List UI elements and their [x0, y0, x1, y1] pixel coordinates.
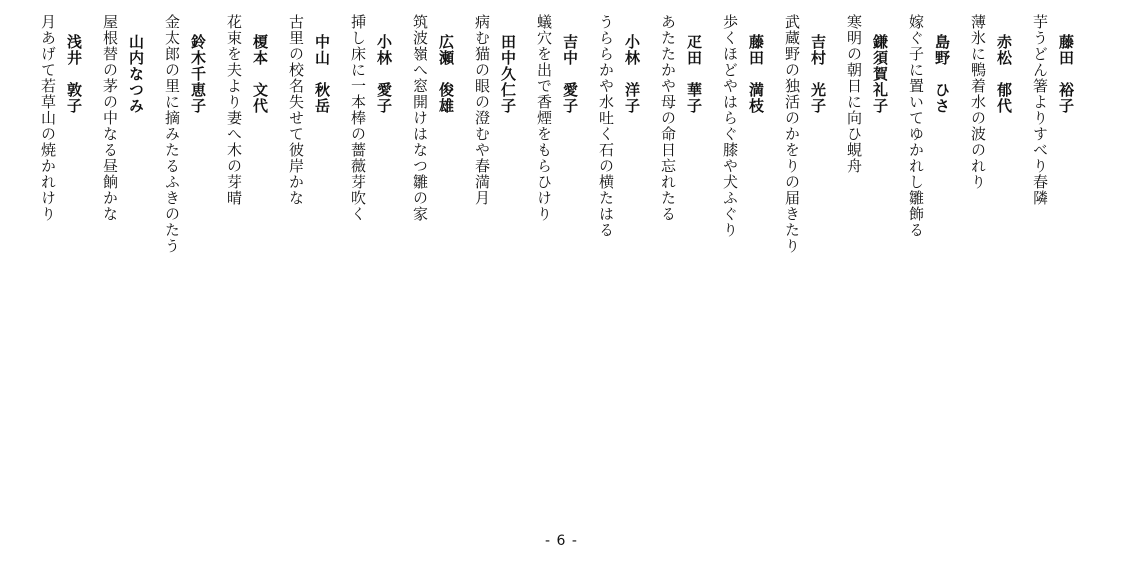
- haiku-author: 田中久仁子: [499, 34, 517, 114]
- haiku-poem: 武蔵野の独活のかをりの届きたり: [783, 14, 801, 254]
- haiku-poem: 嫁ぐ子に置いてゆかれし雛飾る: [907, 14, 925, 238]
- haiku-poem: 挿し床に一本棒の薔薇芽吹く: [349, 14, 367, 222]
- haiku-entry: [89, 14, 151, 314]
- haiku-poem: うららかや水吐く石の横たはる: [597, 14, 615, 238]
- haiku-author: 山内なつみ: [127, 34, 145, 114]
- haiku-author: 疋田 華子: [685, 34, 703, 114]
- haiku-entry: [523, 14, 585, 314]
- haiku-entry: [1019, 14, 1081, 314]
- haiku-author: 鎌須賀礼子: [871, 34, 889, 114]
- haiku-list: [27, 14, 1081, 314]
- haiku-entry: [275, 14, 337, 314]
- haiku-entry: [833, 14, 895, 314]
- haiku-author: 広瀬 俊雄: [437, 34, 455, 114]
- haiku-poem: 歩くほどやはらぐ膝や犬ふぐり: [721, 14, 739, 238]
- haiku-poem: 病む猫の眼の澄むや春満月: [473, 14, 491, 206]
- haiku-poem: 花束を夫より妻へ木の芽晴: [225, 14, 243, 206]
- haiku-author: 小林 洋子: [623, 34, 641, 114]
- haiku-poem: 芋うどん箸よりすべり春隣: [1031, 14, 1049, 206]
- haiku-author: 藤田 満枝: [747, 34, 765, 114]
- haiku-poem: あたたかや母の命日忘れたる: [659, 14, 677, 222]
- haiku-entry: [895, 14, 957, 314]
- haiku-entry: [957, 14, 1019, 314]
- haiku-author: 浅井 敦子: [65, 34, 83, 114]
- haiku-entry: [399, 14, 461, 314]
- haiku-author: 吉中 愛子: [561, 34, 579, 114]
- haiku-entry: [27, 14, 89, 314]
- haiku-author: 榎本 文代: [251, 34, 269, 114]
- haiku-author: 赤松 郁代: [995, 34, 1013, 114]
- haiku-poem: 月あげて若草山の焼かれけり: [39, 14, 57, 222]
- haiku-author: 藤田 裕子: [1057, 34, 1075, 114]
- haiku-poem: 金太郎の里に摘みたるふきのたう: [163, 14, 181, 254]
- haiku-entry: [709, 14, 771, 314]
- haiku-author: 島野 ひさ: [933, 34, 951, 114]
- haiku-poem: 筑波嶺へ窓開けはなつ雛の家: [411, 14, 429, 222]
- haiku-poem: 蟻穴を出で香煙をもらひけり: [535, 14, 553, 222]
- haiku-poem: 薄氷に鴨着水の波のれり: [969, 14, 987, 190]
- haiku-author: 中山 秋岳: [313, 34, 331, 114]
- page-number: - 6 -: [545, 533, 578, 549]
- haiku-poem: 古里の校名失せて彼岸かな: [287, 14, 305, 206]
- haiku-entry: [337, 14, 399, 314]
- haiku-entry: [461, 14, 523, 314]
- haiku-entry: [151, 14, 213, 314]
- haiku-author: 鈴木千恵子: [189, 34, 207, 114]
- haiku-entry: [585, 14, 647, 314]
- haiku-author: 吉村 光子: [809, 34, 827, 114]
- haiku-author: 小林 愛子: [375, 34, 393, 114]
- haiku-entry: [647, 14, 709, 314]
- haiku-poem: 寒明の朝日に向ひ蜆舟: [845, 14, 863, 174]
- haiku-entry: [771, 14, 833, 314]
- haiku-poem: 屋根替の茅の中なる昼餉かな: [101, 14, 119, 222]
- haiku-entry: [213, 14, 275, 314]
